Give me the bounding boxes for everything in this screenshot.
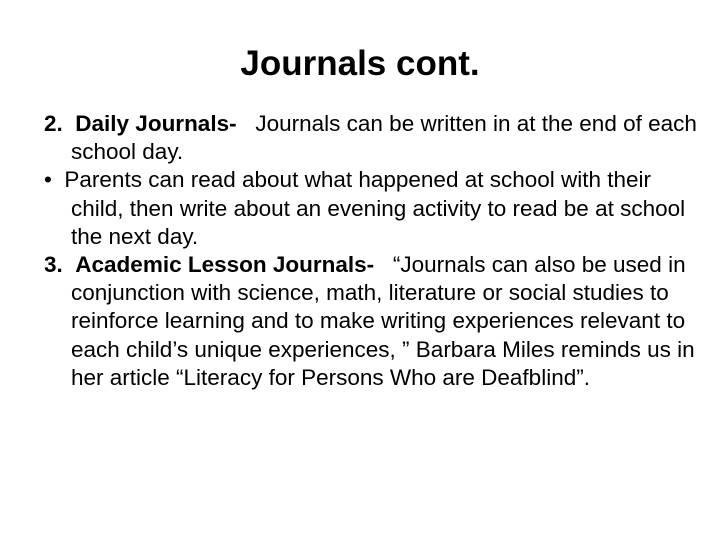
item-heading: Daily Journals- [75,111,237,136]
slide-body [44,110,704,392]
item-heading: Academic Lesson Journals- [75,252,375,278]
item-text: Journals can be written in at the end of each school day. [71,111,697,165]
slide-title: Journals cont. [240,44,480,83]
item-text: Parents can read about what happened at school with their child, then write about an evening activity to read be at school the next day. [64,167,686,249]
item-number: 2. [44,111,63,136]
bullet-icon: • [44,167,52,193]
list-item [44,110,704,166]
list-item [44,166,704,251]
item-text: “Journals can also be used in conjunction with science, math, literature or social studies to reinforce learning and to make writing experiences relevant to each child’s unique experiences, ” Barbara Miles reminds us in her article “Literacy for Persons Who are Deafblind”. [71,252,695,390]
list-item [44,251,704,392]
item-number: 3. [44,252,63,278]
